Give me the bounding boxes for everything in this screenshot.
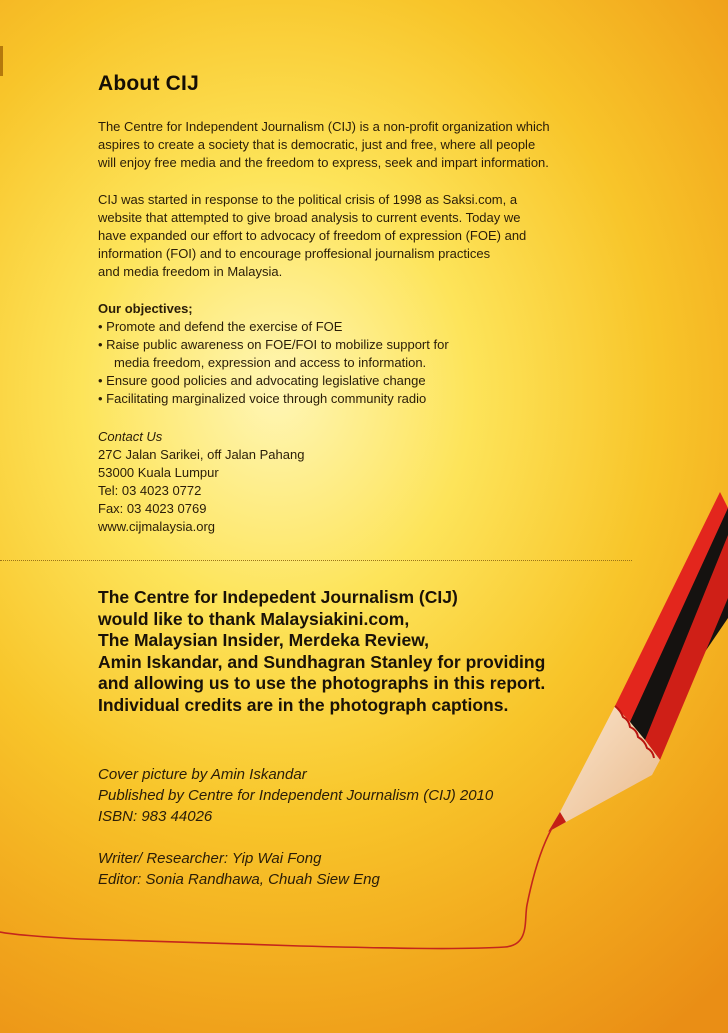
about-intro-line: The Centre for Independent Journalism (CIJ) is a non-profit organization which <box>98 119 550 134</box>
staff-credits <box>98 848 380 890</box>
about-intro <box>98 118 638 172</box>
about-history-line: CIJ was started in response to the political crisis of 1998 as Saksi.com, a <box>98 192 518 207</box>
acknowledgement-line: would like to thank Malaysiakini.com, <box>98 608 410 629</box>
objectives-section <box>98 300 638 408</box>
objective-item: • Raise public awareness on FOE/FOI to mobilize support for <box>98 337 449 352</box>
contact-address-line2: 53000 Kuala Lumpur <box>98 465 219 480</box>
about-history-line: information (FOI) and to encourage proffesional journalism practices <box>98 246 491 261</box>
about-history <box>98 191 638 281</box>
contact-section <box>98 428 638 536</box>
contact-tel: Tel: 03 4023 0772 <box>98 483 202 498</box>
acknowledgement-line: Individual credits are in the photograph captions. <box>98 694 509 715</box>
acknowledgement <box>98 587 545 716</box>
contact-title: Contact Us <box>98 429 163 444</box>
about-intro-line: aspires to create a society that is democratic, just and free, where all people <box>98 137 536 152</box>
about-intro-line: will enjoy free media and the freedom to express, seek and impart information. <box>98 155 549 170</box>
contact-address-line1: 27C Jalan Sarikei, off Jalan Pahang <box>98 447 305 462</box>
objective-item: • Promote and defend the exercise of FOE <box>98 319 343 334</box>
objectives-title: Our objectives; <box>98 301 193 316</box>
editor-credit: Editor: Sonia Randhawa, Chuah Siew Eng <box>98 871 380 888</box>
objective-item-continued: media freedom, expression and access to information. <box>114 355 427 370</box>
publisher-credit: Published by Centre for Independent Journalism (CIJ) 2010 <box>98 787 494 804</box>
about-title: About CIJ <box>98 72 199 95</box>
contact-fax: Fax: 03 4023 0769 <box>98 501 207 516</box>
objective-item: • Facilitating marginalized voice through community radio <box>98 391 427 406</box>
objective-item: • Ensure good policies and advocating legislative change <box>98 373 426 388</box>
about-history-line: have expanded our effort to advocacy of freedom of expression (FOE) and <box>98 228 527 243</box>
writer-credit: Writer/ Researcher: Yip Wai Fong <box>98 850 322 867</box>
acknowledgement-line: The Centre for Indepedent Journalism (CIJ) <box>98 587 458 607</box>
contact-website: www.cijmalaysia.org <box>98 519 216 534</box>
cover-credit: Cover picture by Amin Iskandar <box>98 766 307 783</box>
dotted-divider <box>0 560 632 561</box>
acknowledgement-line: and allowing us to use the photographs in this report. <box>98 673 546 693</box>
acknowledgement-line: The Malaysian Insider, Merdeka Review, <box>98 630 430 650</box>
acknowledgement-line: Amin Iskandar, and Sundhagran Stanley for providing <box>98 651 546 672</box>
about-history-line: and media freedom in Malaysia. <box>98 264 283 279</box>
publication-credits <box>98 764 493 827</box>
isbn: ISBN: 983 44026 <box>98 808 213 825</box>
about-history-line: website that attempted to give broad analysis to current events. Today we <box>98 210 521 225</box>
